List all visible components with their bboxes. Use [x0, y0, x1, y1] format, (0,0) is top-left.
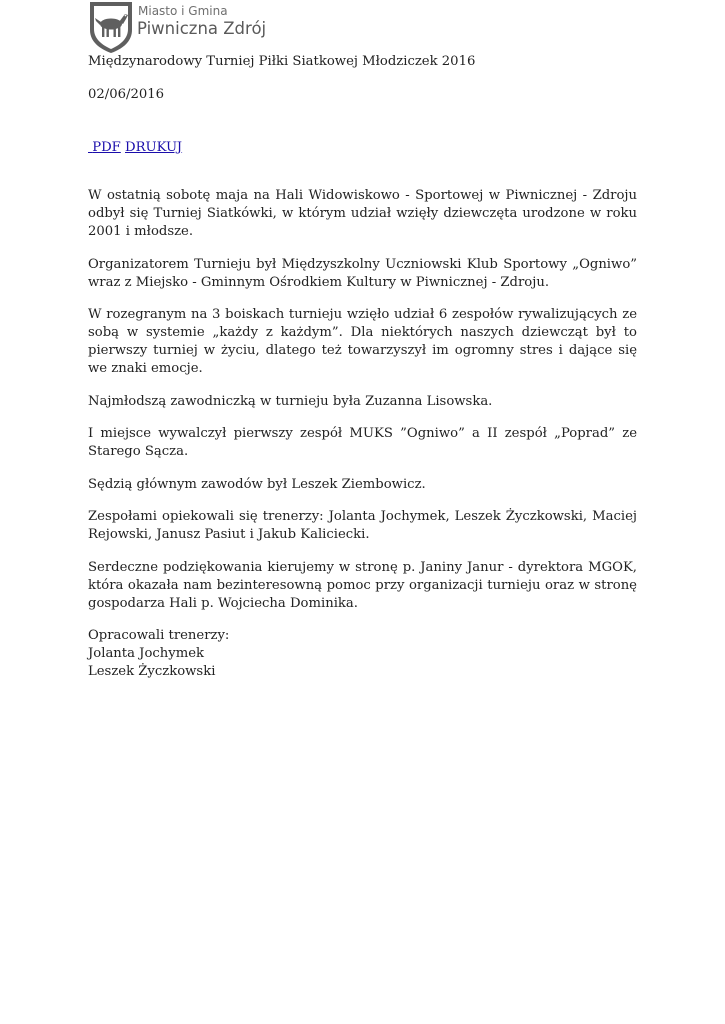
paragraph: Sędzią głównym zawodów był Leszek Ziembowicz. — [88, 476, 426, 492]
coat-of-arms-icon — [88, 0, 134, 54]
paragraph: Serdeczne podziękowania kierujemy w stronę p. Janiny Janur - dyrektora MGOK, która okazała nam bezinteresowną pomoc przy organizacji turnieju oraz w stronę gospodarza Hali p. Wojciecha Dominika. — [88, 559, 637, 611]
print-link[interactable] — [125, 140, 182, 155]
paragraph: Najmłodszą zawodniczką w turnieju była Zuzanna Lisowska. — [88, 393, 493, 409]
signature-block — [88, 627, 637, 681]
signature-name: Jolanta Jochymek — [88, 646, 205, 661]
paragraph: W ostatnią sobotę maja na Hali Widowiskowo - Sportowej w Piwnicznej - Zdroju odbył się Turniej Siatkówki, w którym udział wzięły dziewczęta urodzone w roku 2001 i młodsze. — [88, 188, 637, 239]
paragraph: Organizatorem Turnieju był Międzyszkolny Uczniowski Klub Sportowy „Ogniwo” wraz z Miejsko - Gminnym Ośrodkiem Kultury w Piwnicznej - Zdroju. — [88, 256, 637, 290]
pdf-link[interactable] — [88, 140, 121, 155]
paragraph: I miejsce wywalczył pierwszy zespół MUKS ”Ogniwo” a II zespół „Poprad” ze Starego Sącza. — [88, 426, 637, 459]
signature-label: Opracowali trenerzy: — [88, 628, 230, 643]
article-title: Międzynarodowy Turniej Piłki Siatkowej Młodziczek 2016 — [88, 54, 476, 69]
logo-line2: Piwniczna Zdrój — [137, 19, 267, 38]
article-date: 02/06/2016 — [88, 87, 165, 102]
action-links — [88, 140, 182, 155]
paragraph: Zespołami opiekowali się trenerzy: Jolanta Jochymek, Leszek Życzkowski, Maciej Rejowski, Janusz Pasiut i Jakub Kaliciecki. — [88, 509, 637, 542]
logo-line1: Miasto i Gmina — [138, 4, 228, 18]
paragraph: W rozegranym na 3 boiskach turnieju wzięło udział 6 zespołów rywalizujących ze sobą w systemie „każdy z każdym”. Dla niektórych naszych dziewcząt był to pierwszy turniej w życiu, dlatego też towarzyszył im ogromny stres i dające się we znaki emocje. — [88, 307, 637, 376]
signature-name: Leszek Życzkowski — [88, 664, 216, 679]
print-link-label: DRUKUJ — [125, 140, 183, 155]
pdf-link-label: PDF — [92, 140, 121, 155]
article-body — [88, 187, 637, 681]
municipality-logo — [88, 0, 288, 54]
